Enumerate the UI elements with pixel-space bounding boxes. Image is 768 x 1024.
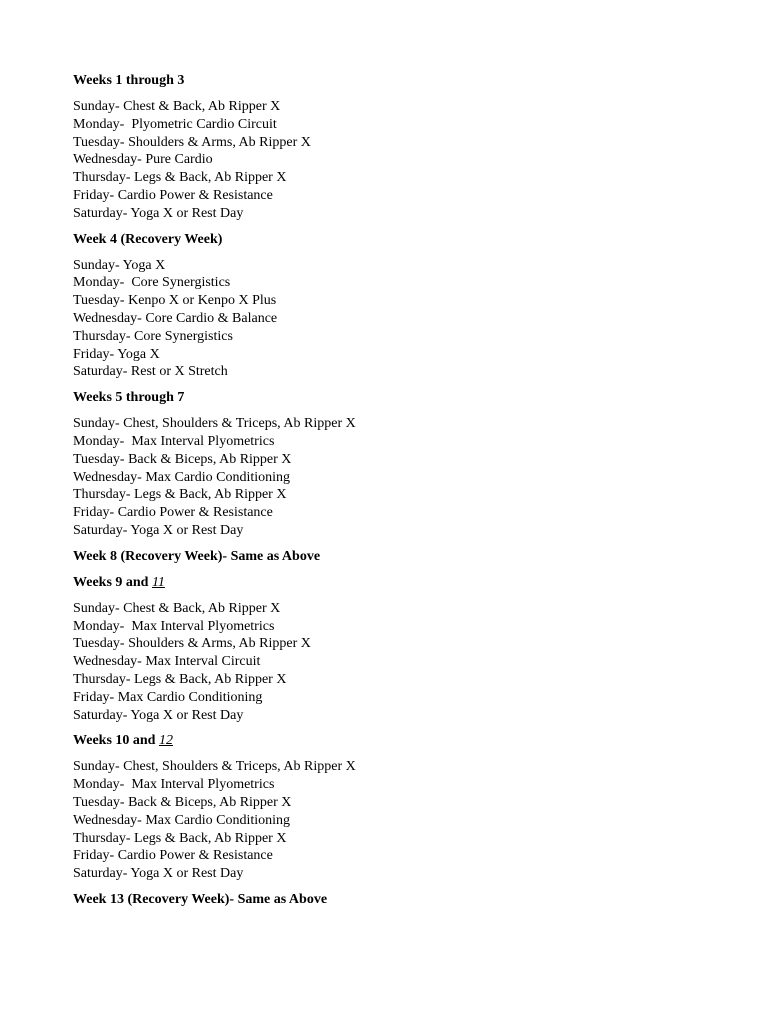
day-line: Wednesday- Max Cardio Conditioning — [73, 469, 291, 485]
day-line: Thursday- Core Synergistics — [73, 328, 233, 344]
schedule-section-week-13 — [73, 891, 713, 909]
section-heading-text: Weeks 10 and — [73, 733, 159, 749]
section-heading-text: Weeks 9 and — [73, 574, 152, 590]
day-line: Monday- Max Interval Plyometrics — [73, 777, 275, 793]
day-line: Tuesday- Back & Biceps, Ab Ripper X — [73, 794, 292, 810]
document-page — [73, 72, 713, 917]
day-line: Wednesday- Core Cardio & Balance — [73, 310, 278, 326]
section-heading: Week 13 (Recovery Week)- Same as Above — [73, 891, 328, 907]
day-line: Sunday- Chest & Back, Ab Ripper X — [73, 99, 281, 114]
day-line: Friday- Yoga X — [73, 346, 160, 362]
day-line: Thursday- Legs & Back, Ab Ripper X — [73, 671, 287, 687]
schedule-section-weeks-5-7 — [73, 389, 713, 540]
section-heading — [73, 732, 713, 750]
day-line: Thursday- Legs & Back, Ab Ripper X — [73, 830, 287, 846]
day-line: Thursday- Legs & Back, Ab Ripper X — [73, 170, 287, 186]
day-line: Tuesday- Kenpo X or Kenpo X Plus — [73, 293, 277, 309]
day-list — [73, 600, 713, 725]
schedule-section-weeks-10-12 — [73, 732, 713, 883]
schedule-section-weeks-9-11 — [73, 574, 713, 725]
section-heading: Weeks 1 through 3 — [73, 73, 185, 88]
week-number-link[interactable]: 11 — [151, 574, 165, 590]
day-list — [73, 98, 713, 223]
day-line: Sunday- Yoga X — [73, 257, 166, 273]
schedule-section-week-8 — [73, 548, 713, 566]
day-list — [73, 758, 713, 883]
day-line: Tuesday- Back & Biceps, Ab Ripper X — [73, 451, 292, 467]
section-heading: Week 4 (Recovery Week) — [73, 231, 223, 247]
day-line: Saturday- Yoga X or Rest Day — [73, 205, 244, 221]
day-list — [73, 257, 713, 382]
day-line: Sunday- Chest, Shoulders & Triceps, Ab Ripper X — [73, 416, 356, 432]
day-line: Friday- Cardio Power & Resistance — [73, 187, 273, 203]
day-line: Tuesday- Shoulders & Arms, Ab Ripper X — [73, 134, 311, 150]
day-line: Friday- Cardio Power & Resistance — [73, 505, 273, 521]
day-line: Friday- Cardio Power & Resistance — [73, 848, 273, 864]
day-line: Saturday- Yoga X or Rest Day — [73, 522, 244, 538]
day-line: Tuesday- Shoulders & Arms, Ab Ripper X — [73, 636, 311, 652]
section-heading — [73, 574, 713, 592]
day-line: Friday- Max Cardio Conditioning — [73, 689, 263, 705]
day-line: Wednesday- Max Cardio Conditioning — [73, 812, 291, 828]
day-line: Wednesday- Pure Cardio — [73, 152, 213, 168]
day-line: Monday- Core Synergistics — [73, 275, 231, 291]
day-line: Wednesday- Max Interval Circuit — [73, 654, 261, 670]
section-heading: Week 8 (Recovery Week)- Same as Above — [73, 548, 321, 564]
day-line: Sunday- Chest, Shoulders & Triceps, Ab Ripper X — [73, 759, 356, 775]
day-line: Sunday- Chest & Back, Ab Ripper X — [73, 600, 281, 616]
week-number-link[interactable]: 12 — [158, 733, 173, 749]
day-line: Monday- Max Interval Plyometrics — [73, 433, 275, 449]
day-line: Monday- Max Interval Plyometrics — [73, 618, 275, 634]
day-list — [73, 415, 713, 540]
day-line: Saturday- Rest or X Stretch — [73, 364, 228, 380]
schedule-section-weeks-1-3 — [73, 72, 713, 223]
schedule-section-week-4 — [73, 231, 713, 382]
day-line: Saturday- Yoga X or Rest Day — [73, 866, 244, 882]
day-line: Monday- Plyometric Cardio Circuit — [73, 116, 277, 132]
section-heading: Weeks 5 through 7 — [73, 390, 185, 406]
day-line: Saturday- Yoga X or Rest Day — [73, 707, 244, 723]
day-line: Thursday- Legs & Back, Ab Ripper X — [73, 487, 287, 503]
